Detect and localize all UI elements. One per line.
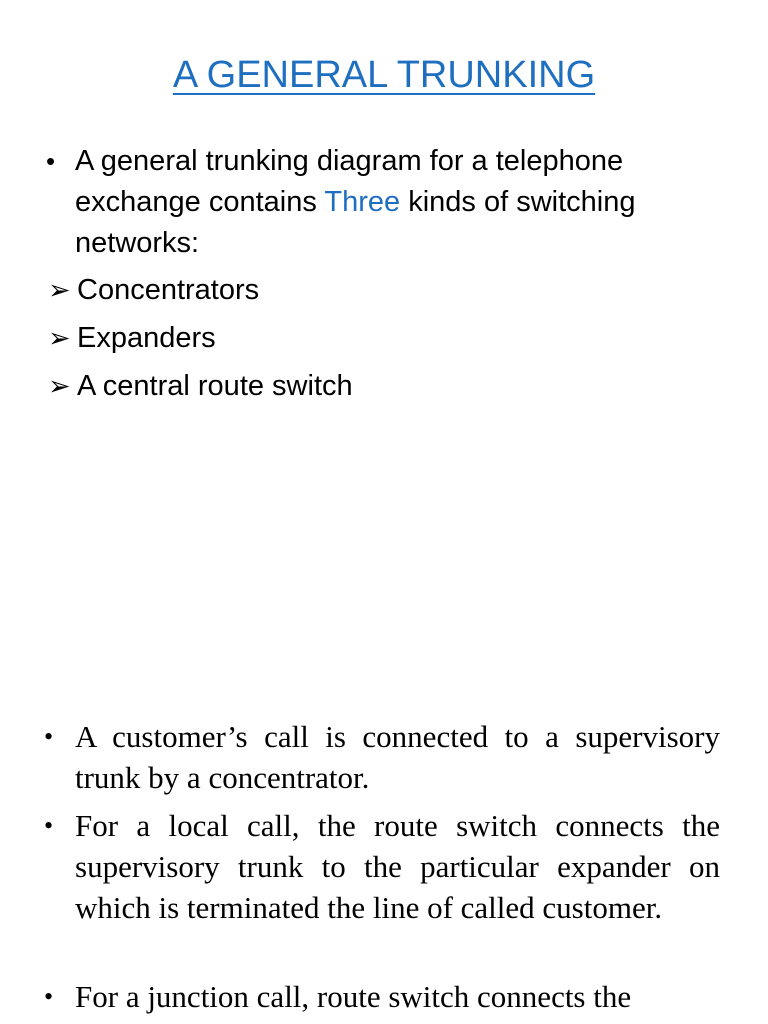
bullet-icon: • xyxy=(44,722,54,751)
intro-text-after: kinds of switching networks: xyxy=(75,186,636,259)
intro-highlight-word: Three xyxy=(324,186,401,218)
intro-text-before: A general trunking diagram for a telephone exchange contains xyxy=(75,145,624,218)
bullet-icon: • xyxy=(46,146,56,176)
note-local-call xyxy=(44,805,720,928)
sub-item-concentrators xyxy=(46,270,736,311)
arrow-bullet-icon: ➢ xyxy=(48,371,71,401)
bullet-icon: • xyxy=(44,982,54,1011)
note-concentrator xyxy=(44,716,720,798)
note-text: For a junction call, route switch connects the xyxy=(75,979,632,1014)
note-junction-call xyxy=(44,976,720,1017)
note-text: For a local call, the route switch connects the supervisory trunk to the particular expander on which is terminated the line of called customer. xyxy=(75,808,720,925)
bullet-icon: • xyxy=(44,811,54,840)
sub-item-central-route-switch xyxy=(46,366,736,407)
intro-text xyxy=(75,141,736,264)
arrow-bullet-icon: ➢ xyxy=(48,275,71,305)
sub-item-label: A central route switch xyxy=(77,370,353,402)
sub-item-expanders xyxy=(46,318,736,359)
sub-item-label: Concentrators xyxy=(77,274,260,306)
arrow-bullet-icon: ➢ xyxy=(48,323,71,353)
note-text: A customer’s call is connected to a supervisory trunk by a concentrator. xyxy=(75,719,720,795)
intro-bullet-item xyxy=(46,141,736,264)
sub-item-label: Expanders xyxy=(77,322,216,354)
page-title: A GENERAL TRUNKING xyxy=(172,54,596,96)
